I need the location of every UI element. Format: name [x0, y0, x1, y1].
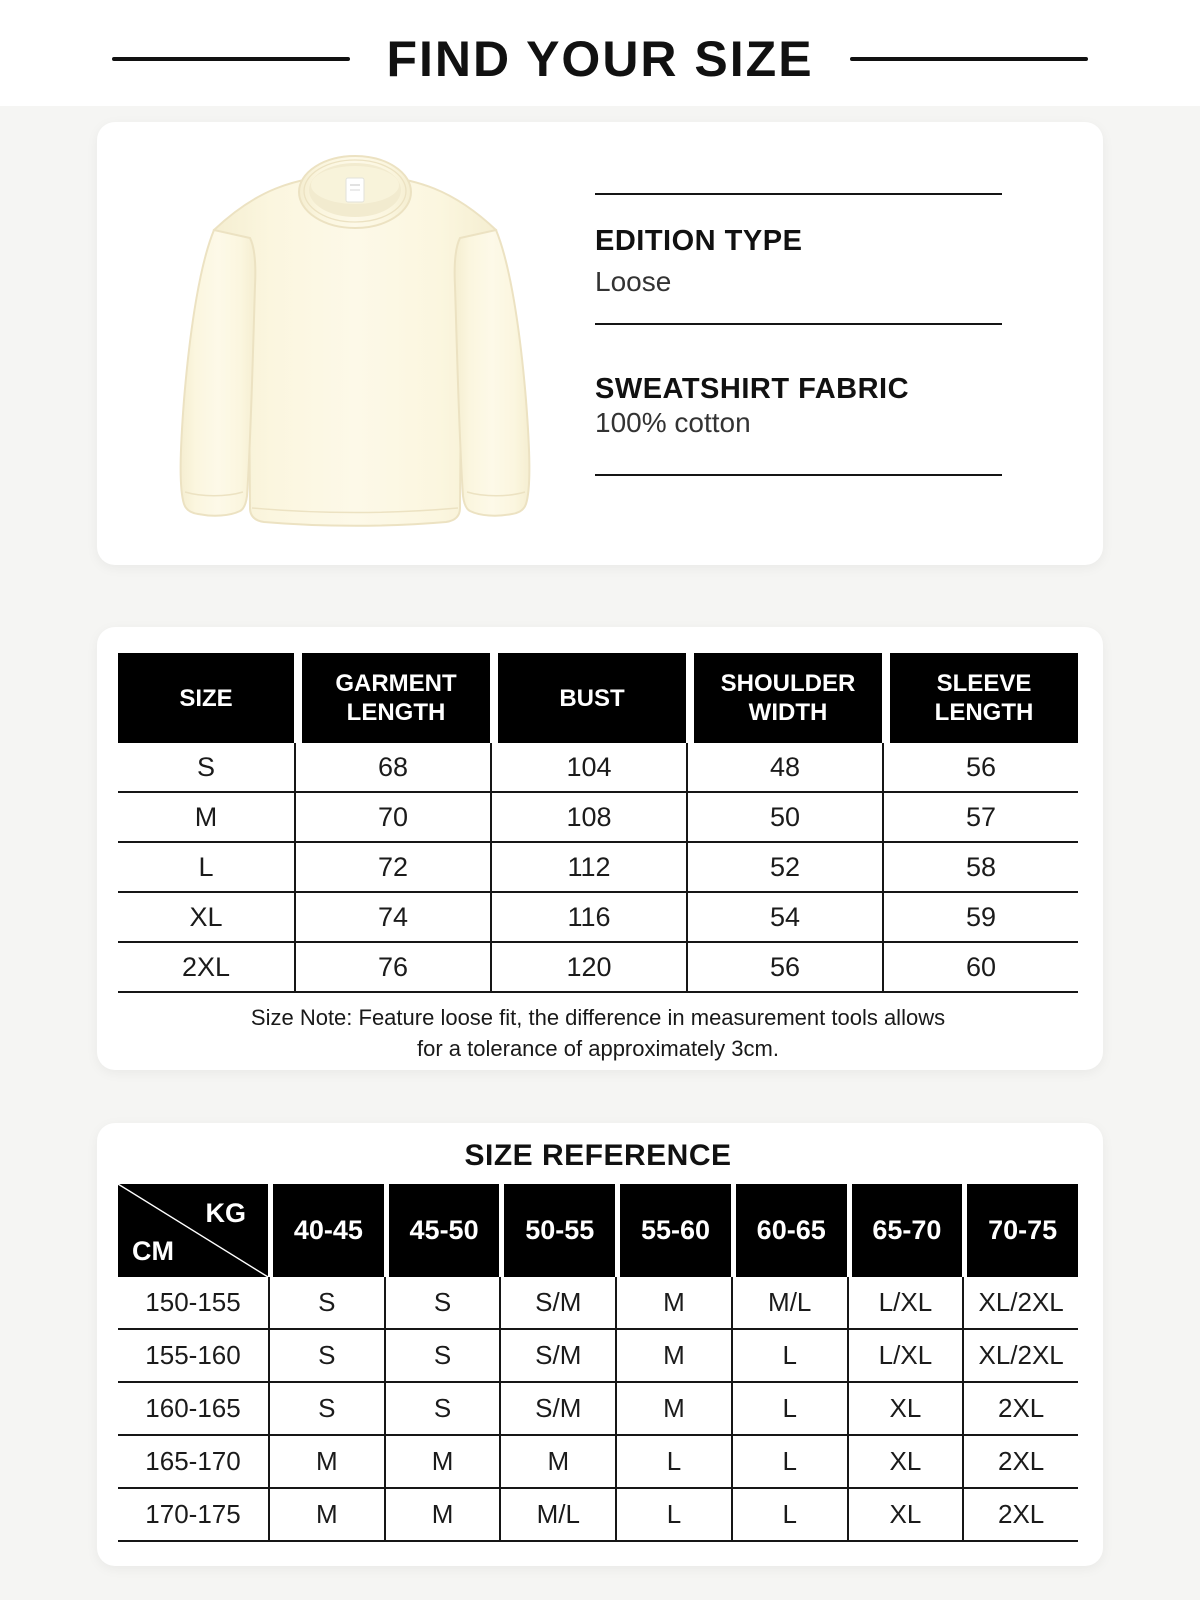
table-cell: M: [384, 1489, 500, 1540]
size-label: XL: [189, 901, 223, 932]
size-note: [118, 1002, 1078, 1064]
table-cell: 116: [490, 893, 686, 941]
table-cell: 50: [686, 793, 882, 841]
table-cell: 70: [294, 793, 490, 841]
divider: [595, 193, 1002, 195]
height-label: 160-165: [145, 1393, 241, 1423]
table-cell: 2XL: [962, 1436, 1078, 1487]
table-cell: M/L: [731, 1277, 847, 1328]
size-table-body: [118, 743, 1078, 993]
table-cell: 56: [686, 943, 882, 991]
spec-value-fabric: 100% cotton: [595, 407, 751, 438]
table-cell: L: [615, 1436, 731, 1487]
table-cell: S: [268, 1330, 384, 1381]
size-table-header-row: [118, 653, 1078, 743]
table-cell: 52: [686, 843, 882, 891]
table-cell: S: [384, 1330, 500, 1381]
table-cell: M: [615, 1277, 731, 1328]
size-note-line2: for a tolerance of approximately 3cm.: [417, 1036, 779, 1061]
table-row-155-160: [118, 1330, 1078, 1383]
title-left-dash: [112, 57, 350, 61]
table-cell: 120: [490, 943, 686, 991]
table-row-2xl: [118, 943, 1078, 993]
table-cell: S/M: [499, 1383, 615, 1434]
table-cell: 112: [490, 843, 686, 891]
divider: [595, 474, 1002, 476]
product-image: [150, 138, 560, 550]
size-reference-header-row: [118, 1184, 1078, 1277]
column-header-weight: 65-70: [852, 1184, 963, 1277]
size-reference-title: SIZE REFERENCE: [464, 1139, 732, 1172]
column-header-garment-length: GARMENT LENGTH: [302, 653, 490, 743]
table-cell: XL: [847, 1489, 963, 1540]
shirt-image: [150, 138, 560, 550]
height-label: 150-155: [145, 1287, 241, 1317]
table-cell: L: [615, 1489, 731, 1540]
table-row-s: [118, 743, 1078, 793]
table-cell: S/M: [499, 1330, 615, 1381]
table-cell: L: [731, 1330, 847, 1381]
table-cell: 108: [490, 793, 686, 841]
table-cell: 2XL: [962, 1383, 1078, 1434]
table-cell: 48: [686, 743, 882, 791]
table-cell: 74: [294, 893, 490, 941]
axis-corner-cell: [118, 1184, 268, 1277]
column-header-weight: 55-60: [620, 1184, 731, 1277]
product-card: [97, 122, 1103, 565]
column-header-size: SIZE: [118, 653, 294, 743]
table-cell: M/L: [499, 1489, 615, 1540]
table-cell: M: [615, 1383, 731, 1434]
table-row-150-155: [118, 1277, 1078, 1330]
column-header-sleeve-length: SLEEVE LENGTH: [890, 653, 1078, 743]
table-cell: 76: [294, 943, 490, 991]
table-cell: 104: [490, 743, 686, 791]
height-label: 170-175: [145, 1499, 241, 1529]
table-cell: 54: [686, 893, 882, 941]
table-cell: XL/2XL: [962, 1330, 1078, 1381]
table-cell: S: [384, 1383, 500, 1434]
size-label: S: [196, 751, 215, 782]
size-label: L: [198, 851, 214, 882]
column-header-weight: 60-65: [736, 1184, 847, 1277]
kg-axis-label: KG: [205, 1198, 246, 1228]
table-cell: L/XL: [847, 1277, 963, 1328]
title-right-dash: [850, 57, 1088, 61]
size-reference-body: [118, 1277, 1078, 1542]
table-cell: 59: [882, 893, 1078, 941]
page-header: [0, 0, 1200, 106]
height-label: 165-170: [145, 1446, 241, 1476]
table-cell: S/M: [499, 1277, 615, 1328]
size-table-card: [97, 627, 1103, 1070]
table-row-165-170: [118, 1436, 1078, 1489]
table-row-170-175: [118, 1489, 1078, 1542]
table-cell: 60: [882, 943, 1078, 991]
table-cell: XL/2XL: [962, 1277, 1078, 1328]
page-title: FIND YOUR SIZE: [386, 31, 814, 87]
table-cell: XL: [847, 1436, 963, 1487]
table-cell: 2XL: [962, 1489, 1078, 1540]
divider: [595, 323, 1002, 325]
column-header-weight: 45-50: [389, 1184, 500, 1277]
table-cell: XL: [847, 1383, 963, 1434]
table-cell: 58: [882, 843, 1078, 891]
height-label: 155-160: [145, 1340, 241, 1370]
spec-heading-edition-type: EDITION TYPE: [595, 225, 803, 257]
spec-value-edition-type: Loose: [595, 266, 672, 297]
table-row-m: [118, 793, 1078, 843]
table-cell: M: [615, 1330, 731, 1381]
column-header-shoulder-width: SHOULDER WIDTH: [694, 653, 882, 743]
table-row-160-165: [118, 1383, 1078, 1436]
table-row-l: [118, 843, 1078, 893]
size-label: 2XL: [181, 951, 231, 982]
table-cell: L: [731, 1436, 847, 1487]
table-cell: L: [731, 1489, 847, 1540]
table-cell: L/XL: [847, 1330, 963, 1381]
column-header-weight: 50-55: [504, 1184, 615, 1277]
spec-heading-fabric: SWEATSHIRT FABRIC: [595, 373, 910, 405]
table-cell: M: [268, 1436, 384, 1487]
size-note-line1: Size Note: Feature loose fit, the difference in measurement tools allows: [250, 1005, 946, 1030]
cm-axis-label: CM: [132, 1236, 174, 1266]
table-cell: M: [384, 1436, 500, 1487]
table-cell: L: [731, 1383, 847, 1434]
column-header-bust: BUST: [498, 653, 686, 743]
product-specs: [595, 122, 1002, 565]
table-cell: S: [268, 1383, 384, 1434]
size-label: M: [194, 801, 218, 832]
column-header-weight: 70-75: [967, 1184, 1078, 1277]
table-cell: M: [268, 1489, 384, 1540]
table-cell: 57: [882, 793, 1078, 841]
table-cell: 72: [294, 843, 490, 891]
table-cell: S: [384, 1277, 500, 1328]
table-cell: M: [499, 1436, 615, 1487]
table-cell: 68: [294, 743, 490, 791]
table-row-xl: [118, 893, 1078, 943]
size-reference-card: [97, 1123, 1103, 1566]
table-cell: S: [268, 1277, 384, 1328]
table-cell: 56: [882, 743, 1078, 791]
column-header-weight: 40-45: [273, 1184, 384, 1277]
